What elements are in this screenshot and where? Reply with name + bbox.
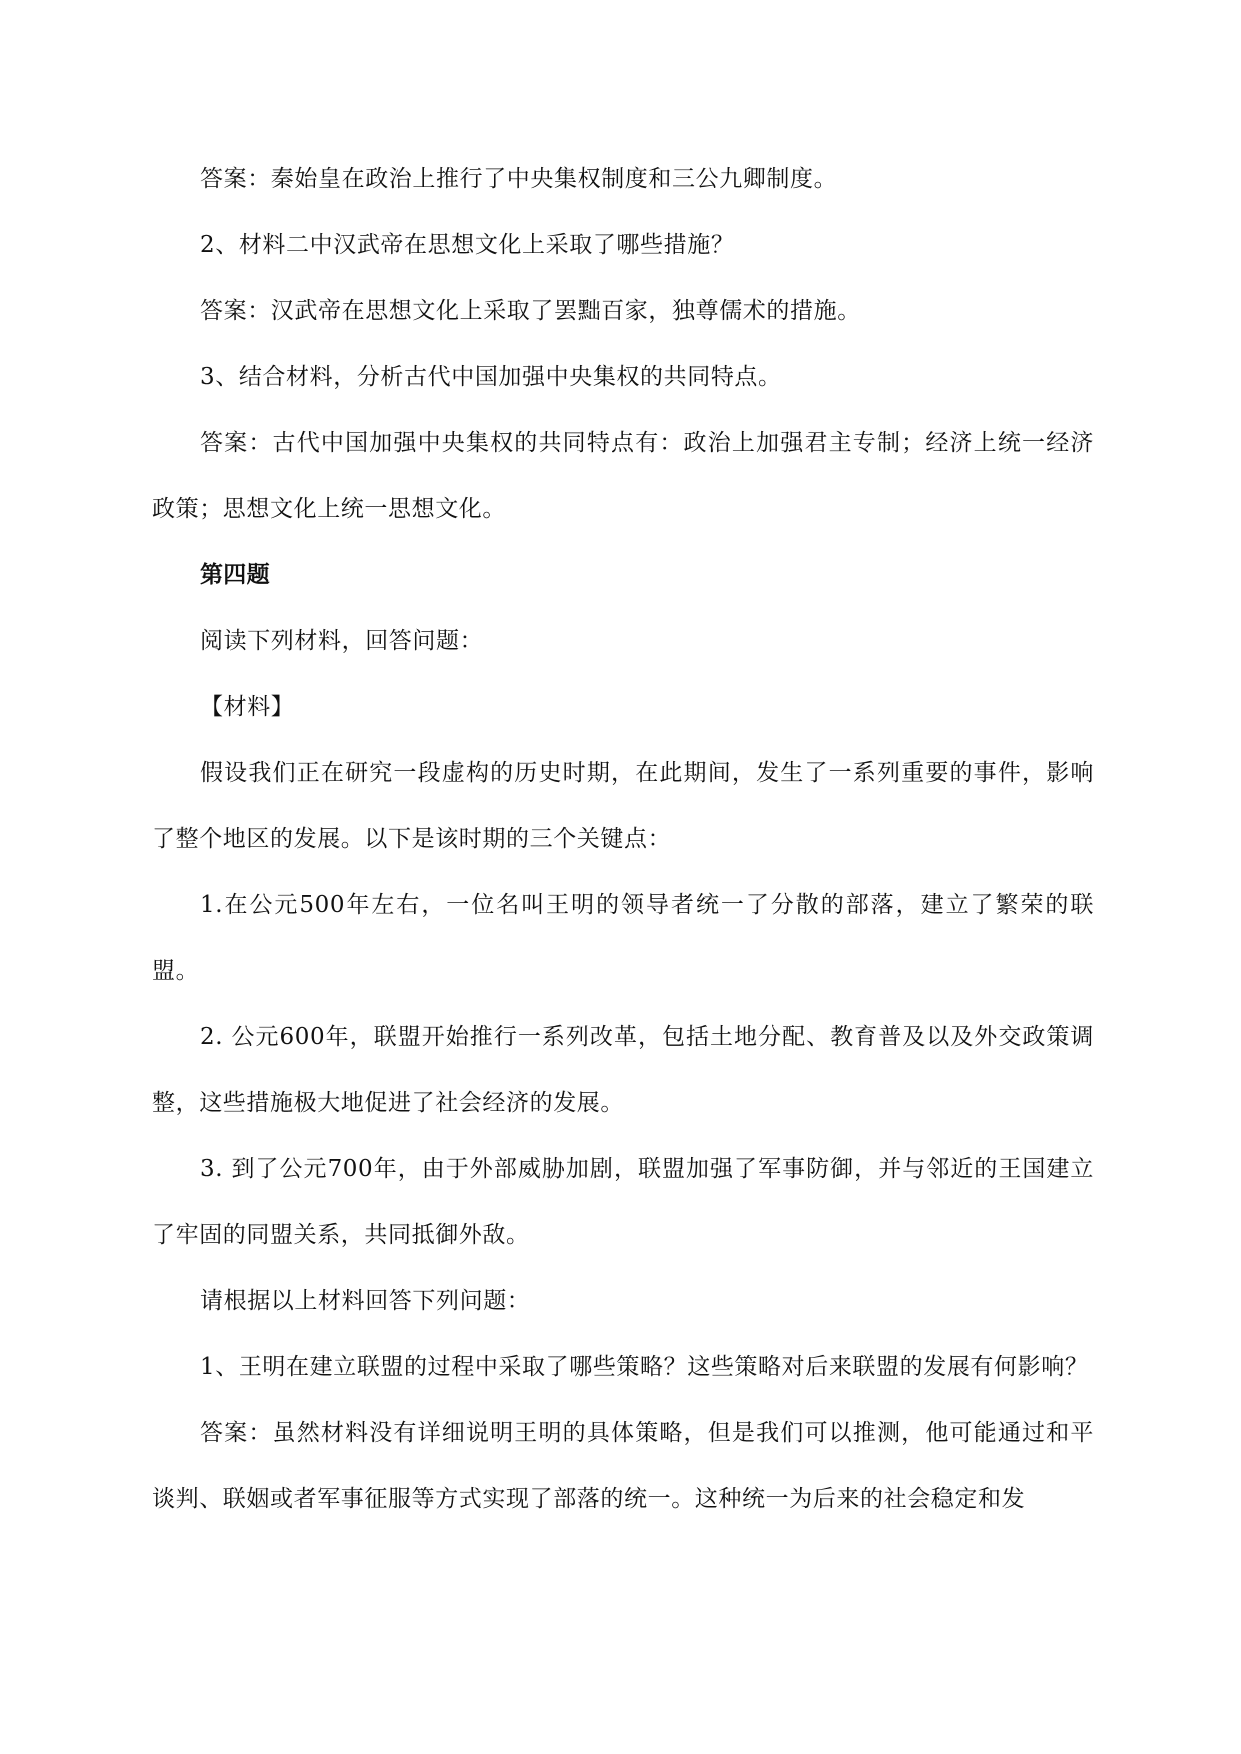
- material-point: 1.在公元500年左右，一位名叫王明的领导者统一了分散的部落，建立了繁荣的联盟。: [152, 892, 1094, 984]
- question-paragraph: 3、结合材料，分析古代中国加强中央集权的共同特点。: [200, 364, 782, 390]
- question-paragraph: 1、王明在建立联盟的过程中采取了哪些策略？这些策略对后来联盟的发展有何影响？: [200, 1354, 1089, 1380]
- material-point: 3. 到了公元700年，由于外部威胁加剧，联盟加强了军事防御，并与邻近的王国建立了牢固的同盟关系，共同抵御外敌。: [152, 1156, 1094, 1248]
- answer-paragraph: 答案：虽然材料没有详细说明王明的具体策略，但是我们可以推测，他可能通过和平谈判、联姻或者军事征服等方式实现了部落的统一。这种统一为后来的社会稳定和发: [152, 1420, 1094, 1512]
- question-paragraph: 2、材料二中汉武帝在思想文化上采取了哪些措施？: [200, 232, 735, 258]
- instruction-paragraph: 阅读下列材料，回答问题：: [200, 628, 484, 654]
- material-point: 2. 公元600年，联盟开始推行一系列改革，包括土地分配、教育普及以及外交政策调整，这些措施极大地促进了社会经济的发展。: [152, 1024, 1094, 1116]
- answer-paragraph: 答案：汉武帝在思想文化上采取了罢黜百家，独尊儒术的措施。: [200, 298, 861, 324]
- answer-paragraph: 答案：古代中国加强中央集权的共同特点有：政治上加强君主专制；经济上统一经济政策；思想文化上统一思想文化。: [152, 430, 1094, 522]
- section-heading: 第四题: [200, 562, 270, 588]
- instruction-paragraph: 请根据以上材料回答下列问题：: [200, 1288, 531, 1314]
- answer-paragraph: 答案：秦始皇在政治上推行了中央集权制度和三公九卿制度。: [200, 166, 838, 192]
- document-body: [152, 146, 1094, 1532]
- material-paragraph: 假设我们正在研究一段虚构的历史时期，在此期间，发生了一系列重要的事件，影响了整个地区的发展。以下是该时期的三个关键点：: [152, 760, 1094, 852]
- material-label: 【材料】: [200, 694, 295, 720]
